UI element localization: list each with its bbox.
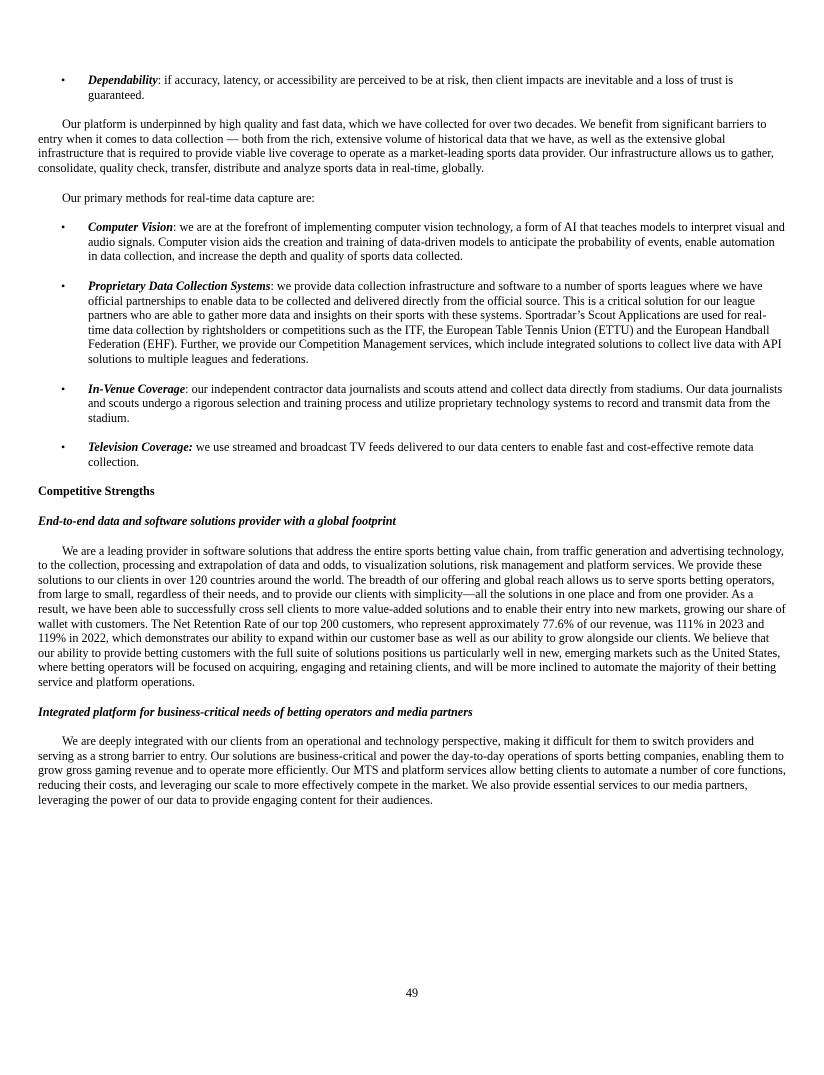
bullet-dot-icon: • — [61, 278, 66, 293]
bullet-term: In-Venue Coverage — [88, 381, 186, 396]
bullet-text: we use streamed and broadcast TV feeds delivered to our data centers to enable fast and cost-effective remote data collection. — [88, 440, 754, 469]
subheading-integrated-platform: Integrated platform for business-critical needs of betting operators and media partners — [38, 704, 473, 719]
bullet-dependability — [38, 73, 786, 102]
paragraph-methods-intro: Our primary methods for real-time data capture are: — [62, 190, 315, 205]
subheading-end-to-end: End-to-end data and software solutions provider with a global footprint — [38, 514, 396, 529]
bullet-term-separator: : — [173, 220, 177, 235]
bullet-computer-vision — [38, 220, 786, 264]
bullet-term: Computer Vision — [88, 220, 174, 235]
paragraph-end-to-end: We are a leading provider in software solutions that address the entire sports betting value chain, from traffic generation and advertising technology, to the collection, processing and extrapolation of data and odds, to visualization solutions, risk management and platform services. We provide these solutions to our clients in over 120 countries around the world. The breadth of our offering and global reach allows us to serve sports betting operators, from large to small, regardless of their needs, and to provide our clients with simplicity—all the solutions in one place and from one provider. As a result, we have been able to successfully cross sell clients to more value-added solutions and to enable their entry into new markets, growing our share of wallet with customers. The Net Retention Rate of our top 200 customers, who represent approximately 77.6% of our revenue, was 111% in 2023 and 119% in 2022, which demonstrates our ability to expand within our customer base as well as our ability to grow alongside our clients. We believe that our ability to provide betting customers with the full suite of solutions positions us particularly well in new, emerging markets such as the United States, where betting operators will be focused on acquiring, engaging and retaining clients, and will be more inclined to automate the majority of their betting service and platform operations. — [38, 543, 786, 689]
section-heading-competitive-strengths: Competitive Strengths — [38, 484, 155, 499]
paragraph-platform: Our platform is underpinned by high quality and fast data, which we have collected for over two decades. We benefit from significant barriers to entry when it comes to data collection — both from the rich, extensive volume of historical data that we have, as well as the extensive global infrastructure that is required to provide viable live coverage to operate as a market-leading sports data provider. Our infrastructure allows us to gather, consolidate, quality check, transfer, distribute and analyze sports data in real-time, globally. — [38, 117, 774, 175]
bullet-list-top — [38, 73, 786, 102]
bullet-term: Television Coverage: — [88, 440, 193, 455]
bullet-term: Dependability — [88, 73, 158, 87]
bullet-dot-icon: • — [61, 440, 66, 455]
bullet-text: our independent contractor data journalists and scouts attend and collect data directly from stadiums. Our data journalists and scouts undergo a rigorous selection and training process and utilize proprietary technology systems to record and transmit data from the stadium. — [88, 381, 783, 425]
bullet-proprietary-data-collection — [38, 279, 786, 367]
bullet-text: if accuracy, latency, or accessibility are perceived to be at risk, then client impacts are inevitable and a loss of trust is guaranteed. — [88, 73, 734, 102]
bullet-term-separator: : — [157, 73, 162, 87]
document-page — [38, 73, 786, 822]
bullet-text: we provide data collection infrastructure and software to a number of sports leagues where we have official partnerships to enable data to be collected and delivered directly from the official source. This is a critical solution for our league partners who are able to gather more data and insights on their sports with these systems. Sportradar’s Scout Applications are used for real-time data collection by rightsholders or competitions such as the ITF, the European Table Tennis Union (ETTU) and the European Handball Federation (EHF). Further, we provide our Competition Management services, which include integrated solutions to collect live data with API solutions to multiple leagues and federations. — [88, 278, 782, 366]
bullet-dot-icon: • — [61, 381, 66, 396]
bullet-list-methods — [38, 220, 786, 469]
bullet-term-separator: : — [270, 278, 274, 293]
paragraph-integrated-platform: We are deeply integrated with our clients from an operational and technology perspective, making it difficult for them to switch providers and serving as a strong barrier to entry. Our solutions are business-critical and power the day-to-day operations of sports betting companies, enabling them to grow gross gaming revenue and to operate more efficiently. Our MTS and platform services allow betting clients to automate a number of core functions, reducing their costs, and leveraging our scale to more effectively compete in the market. We also provide essential services to our media partners, leveraging the power of our data to provide engaging content for their audiences. — [38, 734, 786, 807]
bullet-in-venue-coverage — [38, 382, 786, 426]
bullet-text: we are at the forefront of implementing computer vision technology, a form of AI that teaches models to interpret visual and audio signals. Computer vision aids the creation and training of data-driven models to anticipate the probability of events, enable automation in data collection, and increase the depth and quality of sports data collected. — [88, 220, 785, 264]
bullet-term-separator: : — [185, 381, 189, 396]
bullet-term: Proprietary Data Collection Systems — [88, 278, 271, 293]
page-number: 49 — [405, 986, 419, 1000]
bullet-television-coverage — [38, 440, 786, 469]
bullet-dot-icon: • — [61, 73, 66, 87]
bullet-dot-icon: • — [61, 220, 66, 235]
